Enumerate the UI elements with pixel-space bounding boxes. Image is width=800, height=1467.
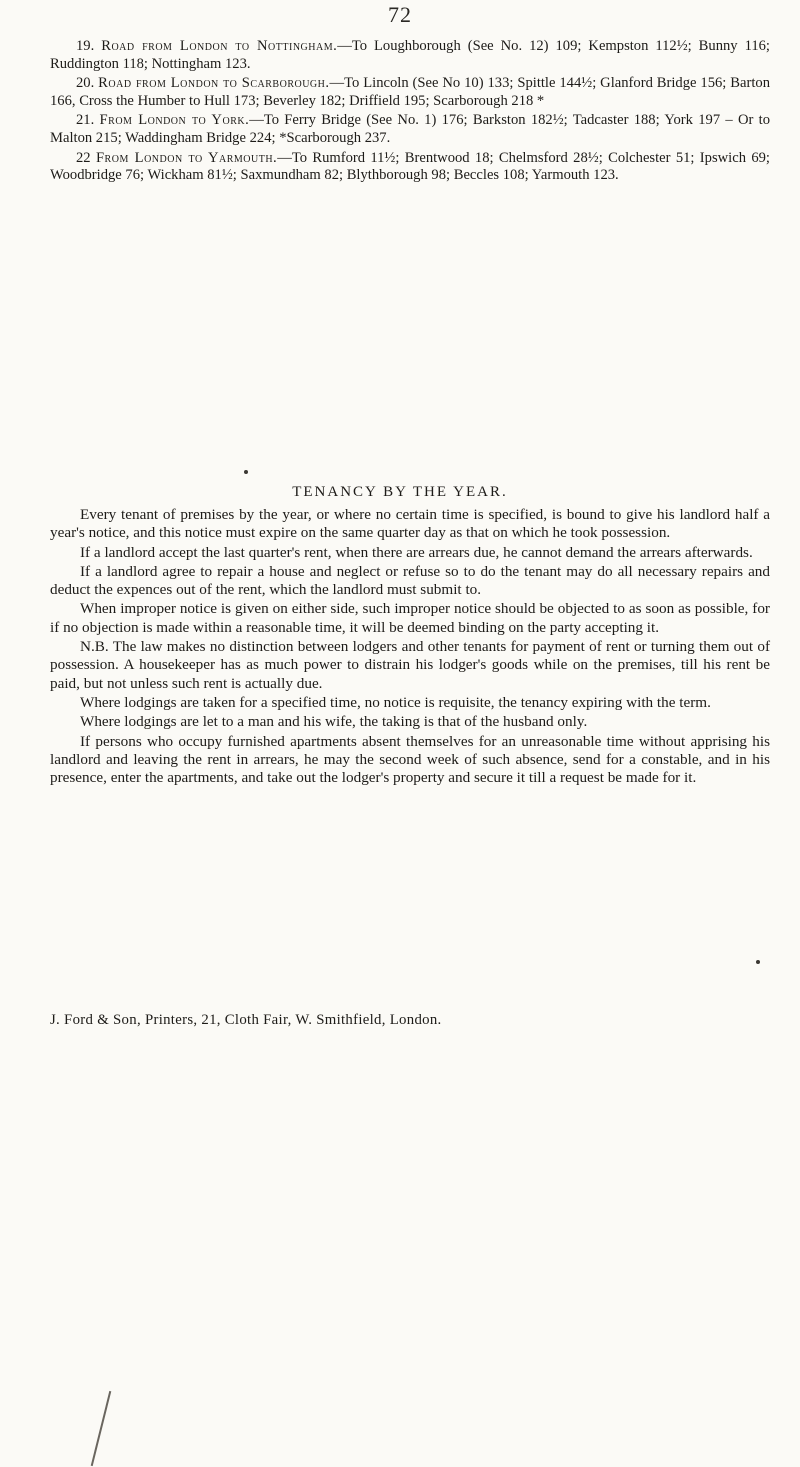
route-number: 20. <box>76 75 95 92</box>
route-text: —To Rumford 11½; Brentwood 18; Chelmsford 28½; Colchester 51; Ipswich 69; Woodbridge 76; Wickham 81½; Saxmundham 82; Blythborough 98; Beccles 108; Yarmouth 123. <box>50 149 770 184</box>
page-edge-shadow <box>91 1391 112 1466</box>
section-heading: TENANCY BY THE YEAR. <box>292 484 508 500</box>
route-number: 21. <box>76 112 95 129</box>
route-21 <box>50 112 770 147</box>
route-text: —To Ferry Bridge (See No. 1) 176; Barkston 182½; Tadcaster 188; York 197 – Or to Malton 215; Waddingham Bridge 224; *Scarborough 237. <box>50 112 771 146</box>
tenancy-paragraph: If a landlord agree to repair a house and neglect or refuse so to do the tenant may do all necessary repairs and deduct the expences out of the rent, which the landlord must submit to. <box>50 562 770 599</box>
route-number: 22 <box>76 149 91 166</box>
tenancy-paragraph: If persons who occupy furnished apartments absent themselves for an unreasonable time without apprising his landlord and leaving the rent in arrears, he may the second week of such absence, send for a constable, and in his presence, enter the apartments, and take out the lodger's property and secure it till a request be made for it. <box>50 732 770 787</box>
route-number: 19. <box>76 38 95 54</box>
tenancy-section <box>50 506 770 788</box>
route-19 <box>50 38 770 73</box>
route-20 <box>50 75 770 110</box>
ornament-dot <box>756 960 760 964</box>
tenancy-paragraph: N.B. The law makes no distinction between lodgers and other tenants for payment of rent or turning them out of possession. A housekeeper has as much power to distrain his lodger's goods while on the premises, till his rent be paid, but not unless such rent is actually due. <box>50 638 770 692</box>
route-title: Road from London to Nottingham. <box>101 38 338 54</box>
route-title: Road from London to Scarborough. <box>98 75 330 92</box>
route-text: —To Lincoln (See No 10) 133; Spittle 144½; Glanford Bridge 156; Barton 166, Cross the Humber to Hull 173; Beverley 182; Driffield 195; Scarborough 218 * <box>50 75 770 109</box>
routes-section <box>50 38 770 187</box>
route-title: From London to Yarmouth. <box>95 149 278 166</box>
route-title: From London to York. <box>99 112 250 129</box>
route-22 <box>50 150 770 185</box>
page-number: 72 <box>388 2 412 27</box>
tenancy-paragraph: Where lodgings are taken for a specified time, no notice is requisite, the tenancy expiring with the term. <box>80 693 711 711</box>
tenancy-paragraph: Every tenant of premises by the year, or where no certain time is specified, is bound to give his landlord half a year's notice, and this notice must expire on the same quarter day as that on which he took possession. <box>50 506 770 542</box>
tenancy-paragraph: Where lodgings are let to a man and his wife, the taking is that of the husband only. <box>80 713 588 731</box>
tenancy-paragraph: When improper notice is given on either side, such improper notice should be objected to as soon as possible, for if no objection is made within a reasonable time, it will be deemed binding on the party accepting it. <box>50 600 770 636</box>
printer-imprint: J. Ford & Son, Printers, 21, Cloth Fair, W. Smithfield, London. <box>50 1012 442 1028</box>
route-text: —To Loughborough (See No. 12) 109; Kempston 112½; Bunny 116; Ruddington 118; Nottingham 123. <box>50 38 770 72</box>
ornament-dot <box>244 470 248 474</box>
tenancy-paragraph: If a landlord accept the last quarter's rent, when there are arrears due, he cannot demand the arrears afterwards. <box>80 543 753 561</box>
